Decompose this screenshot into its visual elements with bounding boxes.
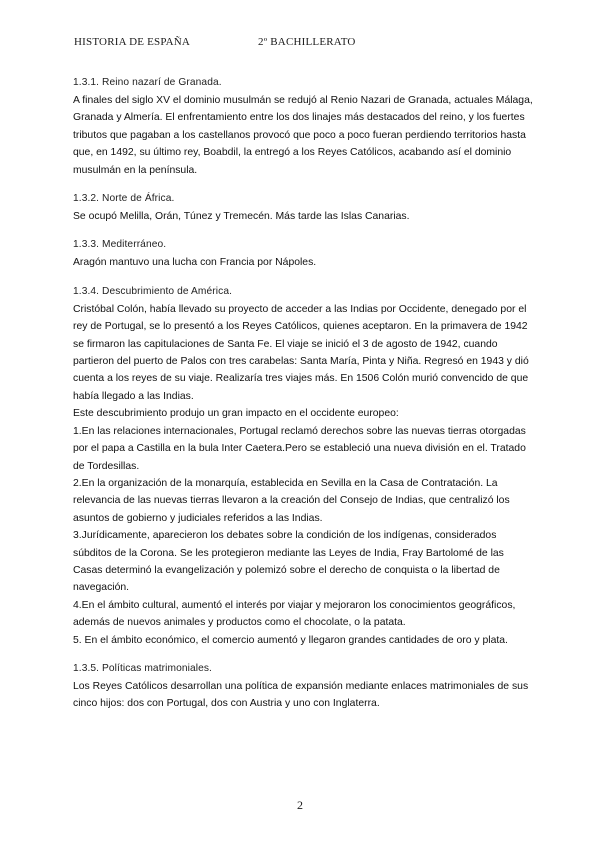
- list-item: 1.En las relaciones internacionales, Portugal reclamó derechos sobre las nuevas tierras otorgadas por el papa a Castilla en la bula Inter Caetera.Pero se estableció una nueva división en el. Tratado de Tordesillas.: [73, 425, 526, 472]
- header-course: 2º BACHILLERATO: [258, 36, 356, 48]
- header-subject: HISTORIA DE ESPAÑA: [74, 36, 191, 48]
- list-item: 3.Jurídicamente, aparecieron los debates sobre la condición de los indígenas, considerados súbditos de la Corona. Se les protegieron mediante las Leyes de India, Fray Bartolomé de las Casas determinó la evangelización y polemizó sobre el derecho de conquista o la libertad de navegación.: [73, 530, 504, 594]
- paragraph: Aragón mantuvo una lucha con Francia por Nápoles.: [73, 257, 317, 269]
- paragraph: Los Reyes Católicos desarrollan una política de expansión mediante enlaces matrimoniales de sus cinco hijos: dos con Portugal, dos con Austria y uno con Inglaterra.: [73, 680, 529, 710]
- section-america: [73, 286, 533, 649]
- section-title: 1.3.2. Norte de África.: [73, 193, 175, 205]
- list-item: 5. En el ámbito económico, el comercio aumentó y llegaron grandes cantidades de oro y plata.: [73, 634, 508, 646]
- page-header: [74, 36, 526, 52]
- section-title: 1.3.5. Políticas matrimoniales.: [73, 662, 212, 674]
- paragraph: Se ocupó Melilla, Orán, Túnez y Tremecén. Más tarde las Islas Canarias.: [73, 211, 410, 223]
- section-title: 1.3.4. Descubrimiento de América.: [73, 285, 233, 297]
- section-title: 1.3.1. Reino nazarí de Granada.: [73, 77, 222, 88]
- list-item: 4.En el ámbito cultural, aumentó el interés por viajar y mejoraron los conocimientos geográficos, además de nuevos animales y productos como el chocolate, o la patata.: [73, 599, 516, 629]
- list-item: 2.En la organización de la monarquía, establecida en Sevilla en la Casa de Contratación. La relevancia de las nuevas tierras llevaron a la creación del Consejo de Indias, que centralizó los asuntos de gobierno y judiciales referidos a las Indias.: [73, 477, 510, 524]
- section-title: 1.3.3. Mediterráneo.: [73, 239, 167, 251]
- section-mediterraneo: [73, 239, 533, 271]
- page-number: 2: [297, 798, 303, 812]
- paragraph: Cristóbal Colón, había llevado su proyecto de acceder a las Indias por Occidente, denegado por el rey de Portugal, se lo presentó a los Reyes Católicos, quienes aceptaron. En la primavera de 1942 se firmaron las capitulaciones de Santa Fe. El viaje se inició el 3 de agosto de 1942, cuando partieron del puerto de Palos con tres carabelas: Santa María, Pinta y Niña. Regresó en 1943 y dió cuenta a los reyes de su viaje. Realizaría tres viajes más. En 1506 Colón murió convencido de que había llegado a las Indias.: [73, 303, 529, 402]
- section-granada: [73, 77, 533, 179]
- section-politicas-matrimoniales: [73, 663, 533, 713]
- page-content: [73, 77, 533, 727]
- paragraph: A finales del siglo XV el dominio musulmán se redujó al Renio Nazari de Granada, actuales Málaga, Granada y Almería. El enfrentamiento entre los dos linajes más destacados del reino, y los fuertes tributos que pagaban a los castellanos provocó que poco a poco fueran perdiendo territorios hasta que, en 1492, su último rey, Boabdil, la entregó a los Reyes Católicos, acabando así el dominio musulmán en la península.: [73, 95, 533, 176]
- paragraph: Este descubrimiento produjo un gran impacto en el occidente europeo:: [73, 408, 399, 420]
- section-norte-africa: [73, 193, 533, 225]
